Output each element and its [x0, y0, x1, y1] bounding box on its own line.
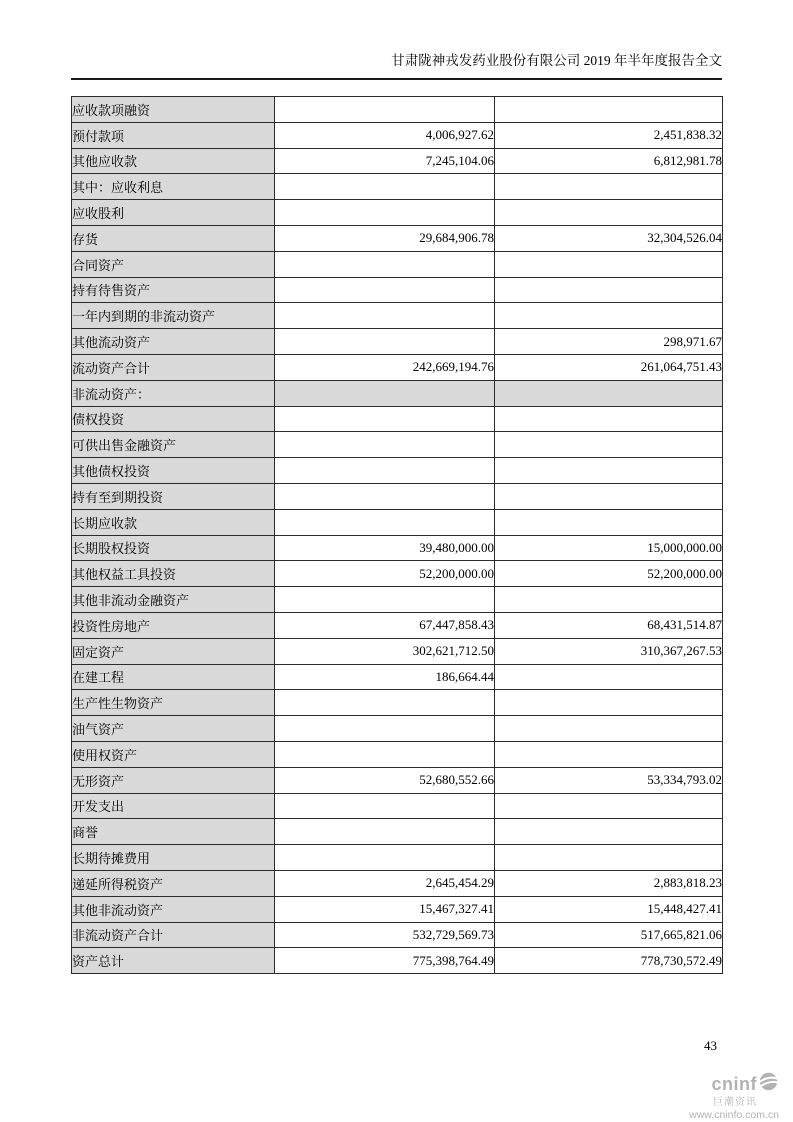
value-col2-cell	[495, 303, 723, 329]
item-label-cell: 持有待售资产	[72, 277, 275, 303]
value-col2-cell: 6,812,981.78	[495, 148, 723, 174]
table-row	[72, 793, 723, 819]
value-col2-cell	[495, 432, 723, 458]
value-col1-cell	[275, 845, 495, 871]
value-col1-cell	[275, 483, 495, 509]
cninfo-logo	[667, 1071, 779, 1121]
value-col2-cell	[495, 587, 723, 613]
value-col1-cell: 2,645,454.29	[275, 870, 495, 896]
table-row	[72, 896, 723, 922]
value-col1-cell: 302,621,712.50	[275, 638, 495, 664]
table-row	[72, 535, 723, 561]
item-label-cell: 商誉	[72, 819, 275, 845]
table-row	[72, 432, 723, 458]
value-col1-cell: 4,006,927.62	[275, 122, 495, 148]
value-col1-cell	[275, 174, 495, 200]
value-col2-cell	[495, 819, 723, 845]
value-col1-cell: 7,245,104.06	[275, 148, 495, 174]
table-row	[72, 561, 723, 587]
item-label-cell: 其他流动资产	[72, 329, 275, 355]
value-col2-cell	[495, 406, 723, 432]
value-col1-cell	[275, 690, 495, 716]
table-row	[72, 122, 723, 148]
value-col1-cell: 186,664.44	[275, 664, 495, 690]
table-row	[72, 509, 723, 535]
value-col2-cell	[495, 97, 723, 123]
table-row	[72, 690, 723, 716]
table-row	[72, 225, 723, 251]
page-number: 43	[704, 1038, 717, 1053]
value-col2-cell: 2,883,818.23	[495, 870, 723, 896]
value-col1-cell: 775,398,764.49	[275, 948, 495, 974]
value-col2-cell	[495, 380, 723, 406]
item-label-cell: 存货	[72, 225, 275, 251]
item-label-cell: 长期应收款	[72, 509, 275, 535]
value-col2-cell	[495, 509, 723, 535]
table-row	[72, 277, 723, 303]
value-col2-cell	[495, 458, 723, 484]
table-row	[72, 819, 723, 845]
item-label-cell: 递延所得税资产	[72, 870, 275, 896]
value-col1-cell	[275, 303, 495, 329]
balance-sheet-body	[72, 97, 723, 974]
item-label-cell: 合同资产	[72, 251, 275, 277]
value-col1-cell	[275, 716, 495, 742]
table-row	[72, 587, 723, 613]
value-col1-cell: 29,684,906.78	[275, 225, 495, 251]
table-row	[72, 767, 723, 793]
value-col1-cell: 532,729,569.73	[275, 922, 495, 948]
table-row	[72, 716, 723, 742]
item-label-cell: 在建工程	[72, 664, 275, 690]
balance-sheet-table	[71, 96, 723, 974]
value-col1-cell	[275, 200, 495, 226]
table-row	[72, 329, 723, 355]
item-label-cell: 非流动资产合计	[72, 922, 275, 948]
item-label-cell: 债权投资	[72, 406, 275, 432]
value-col1-cell	[275, 432, 495, 458]
table-row	[72, 612, 723, 638]
value-col2-cell: 517,665,821.06	[495, 922, 723, 948]
value-col2-cell: 68,431,514.87	[495, 612, 723, 638]
value-col2-cell	[495, 277, 723, 303]
table-row	[72, 483, 723, 509]
table-row	[72, 458, 723, 484]
table-row	[72, 97, 723, 123]
item-label-cell: 长期待摊费用	[72, 845, 275, 871]
value-col1-cell	[275, 329, 495, 355]
item-label-cell: 应收款项融资	[72, 97, 275, 123]
table-row	[72, 741, 723, 767]
item-label-cell: 长期股权投资	[72, 535, 275, 561]
value-col2-cell	[495, 251, 723, 277]
item-label-cell: 非流动资产：	[72, 380, 275, 406]
value-col1-cell	[275, 741, 495, 767]
value-col1-cell: 15,467,327.41	[275, 896, 495, 922]
table-row	[72, 200, 723, 226]
item-label-cell: 开发支出	[72, 793, 275, 819]
value-col2-cell: 310,367,267.53	[495, 638, 723, 664]
value-col1-cell: 52,680,552.66	[275, 767, 495, 793]
item-label-cell: 一年内到期的非流动资产	[72, 303, 275, 329]
value-col2-cell: 261,064,751.43	[495, 354, 723, 380]
item-label-cell: 其他权益工具投资	[72, 561, 275, 587]
value-col2-cell	[495, 845, 723, 871]
item-label-cell: 其中：应收利息	[72, 174, 275, 200]
value-col1-cell	[275, 251, 495, 277]
table-row	[72, 406, 723, 432]
value-col1-cell	[275, 277, 495, 303]
item-label-cell: 油气资产	[72, 716, 275, 742]
value-col2-cell: 32,304,526.04	[495, 225, 723, 251]
value-col2-cell	[495, 200, 723, 226]
value-col1-cell: 242,669,194.76	[275, 354, 495, 380]
table-row	[72, 922, 723, 948]
value-col2-cell: 298,971.67	[495, 329, 723, 355]
value-col1-cell	[275, 819, 495, 845]
table-row	[72, 664, 723, 690]
value-col2-cell: 15,448,427.41	[495, 896, 723, 922]
item-label-cell: 流动资产合计	[72, 354, 275, 380]
item-label-cell: 其他非流动资产	[72, 896, 275, 922]
item-label-cell: 其他非流动金融资产	[72, 587, 275, 613]
value-col1-cell	[275, 793, 495, 819]
cninfo-logo-row	[667, 1071, 779, 1096]
table-row	[72, 303, 723, 329]
item-label-cell: 可供出售金融资产	[72, 432, 275, 458]
cninfo-brand-text: cninf	[711, 1073, 757, 1094]
value-col1-cell	[275, 509, 495, 535]
value-col2-cell: 52,200,000.00	[495, 561, 723, 587]
table-row	[72, 845, 723, 871]
table-row	[72, 638, 723, 664]
value-col2-cell	[495, 483, 723, 509]
table-row	[72, 174, 723, 200]
value-col2-cell	[495, 741, 723, 767]
value-col2-cell: 778,730,572.49	[495, 948, 723, 974]
item-label-cell: 资产总计	[72, 948, 275, 974]
value-col1-cell: 67,447,858.43	[275, 612, 495, 638]
value-col2-cell	[495, 793, 723, 819]
item-label-cell: 应收股利	[72, 200, 275, 226]
item-label-cell: 持有至到期投资	[72, 483, 275, 509]
value-col2-cell: 15,000,000.00	[495, 535, 723, 561]
item-label-cell: 预付款项	[72, 122, 275, 148]
value-col1-cell	[275, 587, 495, 613]
table-row	[72, 354, 723, 380]
value-col2-cell	[495, 716, 723, 742]
value-col2-cell: 2,451,838.32	[495, 122, 723, 148]
item-label-cell: 其他债权投资	[72, 458, 275, 484]
table-row	[72, 148, 723, 174]
cninfo-brand-chinese: 巨潮资讯	[713, 1097, 757, 1108]
table-row	[72, 948, 723, 974]
item-label-cell: 其他应收款	[72, 148, 275, 174]
value-col2-cell	[495, 664, 723, 690]
table-row	[72, 380, 723, 406]
item-label-cell: 无形资产	[72, 767, 275, 793]
value-col1-cell	[275, 458, 495, 484]
value-col2-cell	[495, 690, 723, 716]
item-label-cell: 投资性房地产	[72, 612, 275, 638]
item-label-cell: 固定资产	[72, 638, 275, 664]
table-row	[72, 870, 723, 896]
value-col1-cell	[275, 97, 495, 123]
item-label-cell: 使用权资产	[72, 741, 275, 767]
report-header-title: 甘肃陇神戎发药业股份有限公司 2019 年半年度报告全文	[71, 50, 722, 80]
value-col1-cell: 52,200,000.00	[275, 561, 495, 587]
value-col1-cell	[275, 380, 495, 406]
value-col1-cell	[275, 406, 495, 432]
value-col1-cell: 39,480,000.00	[275, 535, 495, 561]
cninfo-url: www.cninfo.com.cn	[689, 1109, 779, 1121]
value-col2-cell: 53,334,793.02	[495, 767, 723, 793]
item-label-cell: 生产性生物资产	[72, 690, 275, 716]
table-row	[72, 251, 723, 277]
value-col2-cell	[495, 174, 723, 200]
cninfo-swirl-icon	[758, 1071, 779, 1096]
